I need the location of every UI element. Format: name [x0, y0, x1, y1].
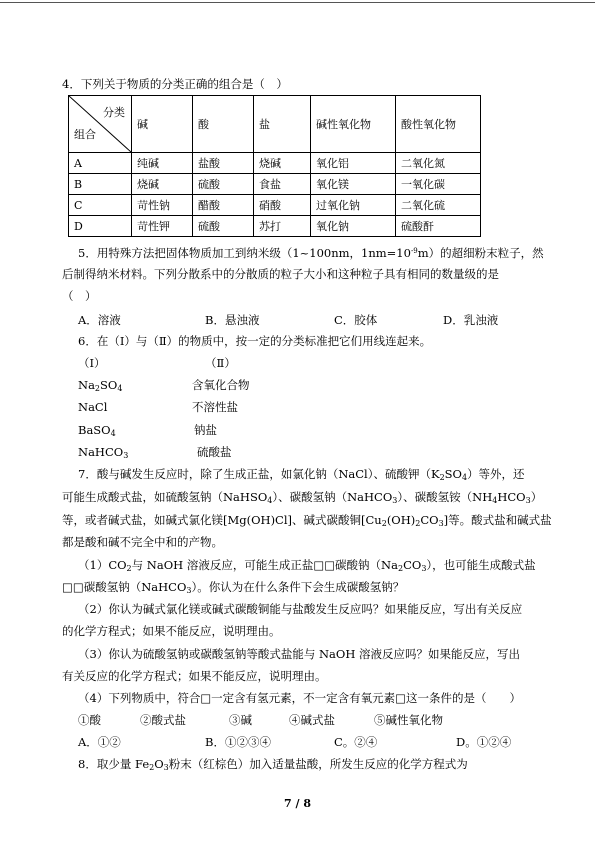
q7-text: □□碳酸氢钠（NaHCO	[62, 580, 187, 594]
q7-part2-line1: （2）你认为碱式氯化镁或碱式碳酸铜能与盐酸发生反应吗？如果能反应，写出有关反应	[78, 602, 523, 616]
q7-p4-option-b: B．①②③④	[205, 735, 271, 749]
table-cell: 苏打	[254, 216, 311, 237]
table-cell: A	[69, 153, 132, 174]
q7-text: ）	[530, 490, 543, 504]
q6-item-nacl: NaCl	[78, 400, 108, 414]
q6-col2-item: 不溶性盐	[192, 400, 238, 414]
table-cell: B	[69, 174, 132, 195]
q6-item-nahco3: NaHCO$_3$	[78, 445, 129, 460]
q8-stem: 8．取少量 $Fe_2O_3$粉末（红棕色）加入适量盐酸，所发生反应的化学方程式为	[78, 757, 468, 772]
q5-text: m）的超细粉末粒子，然	[417, 246, 544, 260]
col-header: 盐	[254, 96, 311, 153]
q5-option-d: D．乳浊液	[443, 313, 499, 327]
page-number: 7 / 8	[284, 797, 311, 810]
table-cell: 食盐	[254, 174, 311, 195]
table-cell: 纯碱	[132, 153, 193, 174]
q8-text: O	[154, 757, 164, 771]
q7-p4-option-d: D。①②④	[456, 735, 512, 749]
table-cell: 硫酸	[193, 216, 254, 237]
q7-line1: 7．酸与碱发生反应时，除了生成正盐，如氯化钠（NaCl）、硫酸钾$(K_2SO_4)$等外，还	[78, 467, 525, 482]
q7-text: ）等外，还	[467, 467, 525, 481]
table-cell: 氧化铝	[311, 153, 396, 174]
table-cell: 硝酸	[254, 195, 311, 216]
q7-text: ）、碳酸氢铵（NH	[397, 490, 493, 504]
diag-bottom-label: 组合	[74, 128, 96, 141]
q6-col2-head: （Ⅱ）	[205, 356, 236, 370]
table-cell: 苛性钾	[132, 216, 193, 237]
header-rule	[0, 2, 595, 3]
q5-exponent: -9	[410, 247, 418, 255]
q8-text: 粉末（红棕色）加入适量盐酸，所发生反应的化学方程式为	[168, 757, 468, 771]
q8-text: 8．取少量 Fe	[78, 757, 150, 771]
q5-option-c: C．胶体	[334, 313, 378, 327]
q7-p4-option-c: C。②④	[334, 735, 378, 749]
table-cell: 硫酸	[193, 174, 254, 195]
table-cell: 醋酸	[193, 195, 254, 216]
q7-text: （1）CO	[78, 558, 127, 572]
q7-text: HCO	[497, 490, 526, 504]
q6-col1-head: （Ⅰ）	[78, 356, 106, 370]
table-row	[69, 216, 481, 237]
q7-line3: 等，或者碱式盐，如碱式氯化镁[Mg(OH)Cl]、碱式碳酸铜$[Cu_2(OH)_2CO_3]$等。酸式盐和碱式盐	[62, 513, 552, 528]
q7-text: ）。你认为在什么条件下会生成碳酸氢钠？	[191, 580, 405, 594]
q7-part4-stem: （4）下列物质中，符合□一定含有氢元素，不一定含有氧元素□这一条件的是（ ）	[78, 691, 522, 705]
table-cell: C	[69, 195, 132, 216]
q7-part2-line2: 的化学方程式；如果不能反应，说明理由。	[62, 624, 281, 638]
table-cell: 过氧化钠	[311, 195, 396, 216]
table-cell: 烧碱	[254, 153, 311, 174]
q7-text: CO	[403, 558, 422, 572]
q7-text: CO	[420, 513, 439, 527]
q7-text: 与 NaOH 溶液反应，可能生成正盐□□碳酸钠（Na	[131, 558, 398, 572]
q7-text: ），也可能生成酸式盐	[426, 558, 536, 572]
col-header: 碱性氧化物	[311, 96, 396, 153]
q7-text: 7．酸与碱发生反应时，除了生成正盐，如氯化钠（NaCl）、硫酸钾（K	[78, 467, 440, 481]
table-row	[69, 153, 481, 174]
q5-option-b: B．悬浊液	[205, 313, 260, 327]
q6-item-na2so4: $Na_2SO_4$	[78, 378, 123, 393]
table-cell: 氧化钠	[311, 216, 396, 237]
q4-stem: 4．下列关于物质的分类正确的组合是（ ）	[62, 77, 288, 91]
q7-part1-line1: $(1)CO_2$与 NaOH 溶液反应，可能生成正盐□□碳酸钠$(Na_2CO_3)$，也可能生成酸式盐	[78, 558, 536, 573]
q6-col2-item: 硫酸盐	[197, 445, 232, 459]
q5-text: 5．用特殊方法把固体物质加工到纳米级（1~100nm，1nm=10	[78, 246, 411, 260]
q5-line1	[78, 243, 544, 261]
q5-option-a: A．溶液	[78, 313, 121, 327]
table-cell: 盐酸	[193, 153, 254, 174]
table-cell: 烧碱	[132, 174, 193, 195]
q7-part1-line2: □□碳酸氢钠（NaHCO$_3$）。你认为在什么条件下会生成碳酸氢钠？	[62, 580, 405, 595]
q6-col2-item: 钠盐	[194, 423, 217, 437]
table-cell: 二氧化氮	[396, 153, 481, 174]
table-header-row	[69, 96, 481, 153]
col-header: 酸性氧化物	[396, 96, 481, 153]
table-cell: D	[69, 216, 132, 237]
table-cell: 氧化镁	[311, 174, 396, 195]
q7-line4: 都是酸和碱不完全中和的产物。	[62, 535, 223, 549]
table-cell: 硫酸酐	[396, 216, 481, 237]
q7-p4-item: ①酸	[78, 713, 101, 727]
q7-p4-option-a: A．①②	[78, 735, 121, 749]
diag-top-label: 分类	[103, 106, 125, 119]
classification-table	[68, 95, 481, 237]
q7-part3-line2: 有关反应的化学方程式；如果不能反应，说明理由。	[62, 669, 327, 683]
q7-text: ]等。酸式盐和碱式盐	[443, 513, 552, 527]
q5-line2: 后制得纳米材料。下列分散系中的分散质的粒子大小和这种粒子具有相同的数量级的是	[62, 267, 499, 281]
q7-line2: 可能生成酸式盐，如硫酸氢钠（NaHSO$_4$）、碳酸氢钠（NaHCO$_3$）、碳酸氢铵$(NH_4HCO_3)$	[62, 490, 543, 505]
q5-line3: （ ）	[62, 289, 97, 303]
col-header: 碱	[132, 96, 193, 153]
q7-p4-item: ④碱式盐	[289, 713, 335, 727]
diagonal-header-cell	[69, 96, 132, 153]
q7-p4-item: ③碱	[229, 713, 252, 727]
q7-text: (OH)	[386, 513, 416, 527]
table-cell: 二氧化硫	[396, 195, 481, 216]
q7-p4-item: ⑤碱性氧化物	[374, 713, 443, 727]
table-row	[69, 174, 481, 195]
q7-part3-line1: （3）你认为硫酸氢钠或碳酸氢钠等酸式盐能与 NaOH 溶液反应吗？如果能反应，写出	[78, 647, 520, 661]
table-cell: 苛性钠	[132, 195, 193, 216]
subscript: 4	[461, 473, 468, 482]
q7-text: 等，或者碱式盐，如碱式氯化镁[Mg(OH)Cl]、碱式碳酸铜[Cu	[62, 513, 382, 527]
q6-col2-item: 含氧化合物	[192, 378, 250, 392]
q6-item-baso4: BaSO$_4$	[78, 423, 116, 438]
table-row	[69, 195, 481, 216]
q7-text: ）、碳酸氢钠（NaHCO	[272, 490, 393, 504]
q6-stem: 6．在（Ⅰ）与（Ⅱ）的物质中，按一定的分类标准把它们用线连起来。	[78, 334, 432, 348]
col-header: 酸	[193, 96, 254, 153]
q7-text: 可能生成酸式盐，如硫酸氢钠（NaHSO	[62, 490, 268, 504]
q7-p4-item: ②酸式盐	[140, 713, 186, 727]
subscript: 2	[439, 473, 445, 482]
table-cell: 一氧化碳	[396, 174, 481, 195]
